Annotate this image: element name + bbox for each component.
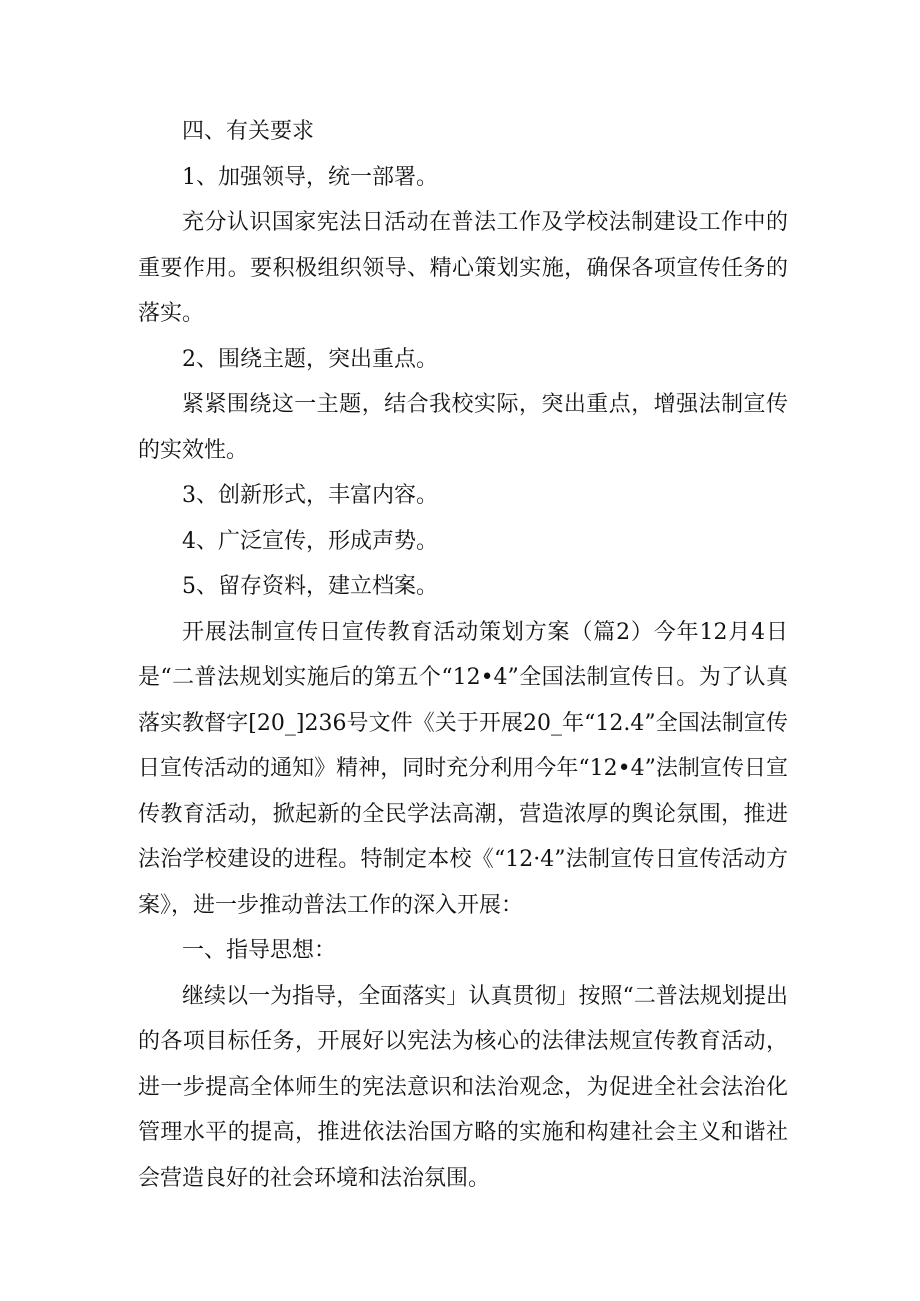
requirement-2-body: 紧紧围绕这一主题，结合我校实际，突出重点，增强法制宣传的实效性。 (138, 392, 788, 463)
requirement-4-heading: 4、广泛宣传，形成声势。 (182, 528, 438, 554)
requirement-5-heading: 5、留存资料，建立档案。 (182, 574, 438, 599)
guiding-thought-body: 继续以一为指导，全面落实」认真贯彻」按照“二普法规划提出的各项目标任务，开展好以宪法为核心的法律法规宣传教育活动，进一步提高全体师生的宪法意识和法治观念，为促进全社会法治化管理水平的提高，推进依法治国方略的实施和构建社会主义和谐社会营造良好的社会环境和法治氛围。 (138, 983, 788, 1191)
section-heading-requirements: 四、有关要求 (182, 119, 315, 144)
requirement-1-body: 充分认识国家宪法日活动在普法工作及学校法制建设工作中的重要作用。要积极组织领导、精心策划实施，确保各项宣传任务的落实。 (138, 210, 788, 326)
requirement-1-heading: 1、加强领导，统一部署。 (182, 164, 438, 190)
requirement-2-heading: 2、围绕主题，突出重点。 (182, 346, 438, 372)
requirement-3-heading: 3、创新形式，丰富内容。 (182, 483, 438, 508)
section-heading-guiding-thought: 一、指导思想： (182, 938, 337, 963)
document-body (138, 109, 788, 1201)
plan-2-intro: 开展法制宣传日宣传教育活动策划方案（篇2）今年12月4日是“二普法规划实施后的第五个“12•4”全国法制宣传日。为了认真落实教督字[20_]236号文件《关于开展20_年“12.4”全国法制宣传日宣传活动的通知》精神，同时充分利用今年“12•4”法制宣传日宣传教育活动，掀起新的全民学法高潮，营造浓厚的舆论氛围，推进法治学校建设的进程。特制定本校《“12·4”法制宣传日宣传活动方案》，进一步推动普法工作的深入开展： (138, 619, 788, 918)
